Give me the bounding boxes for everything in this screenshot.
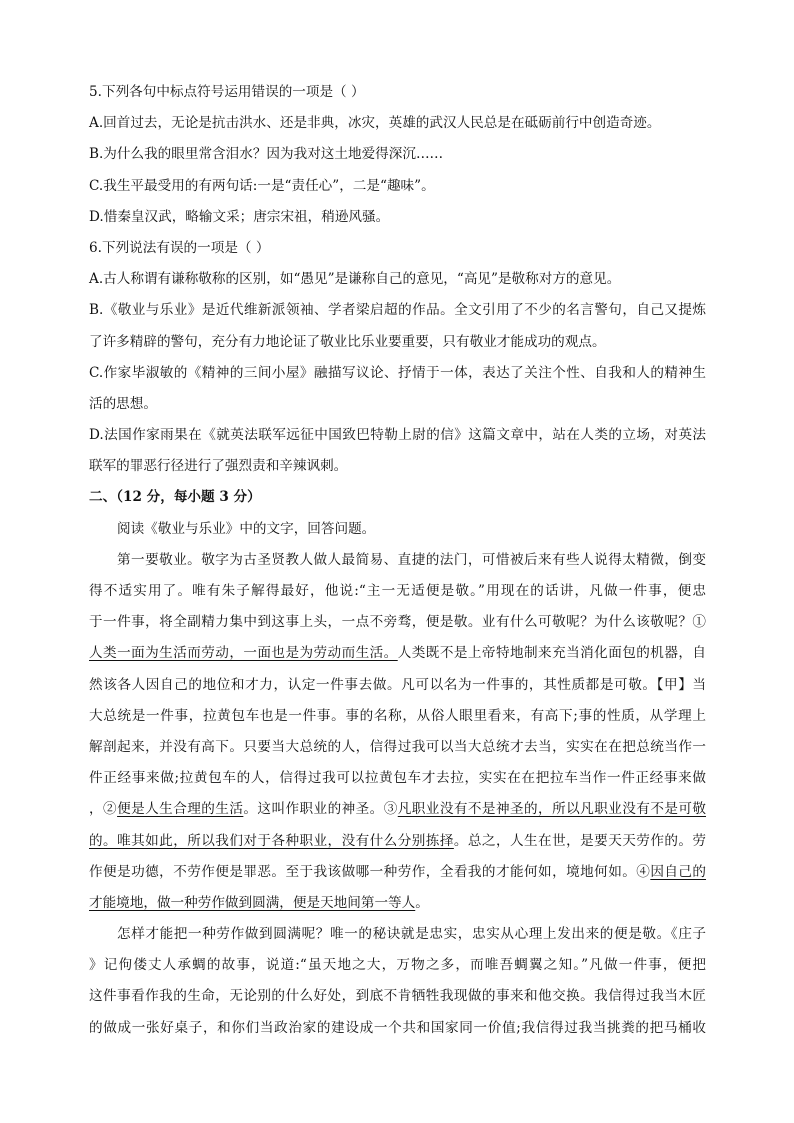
underlined-sentence-4-cont: 才能境地，做一种劳作做到圆满，便是天地间第一等人	[89, 894, 416, 911]
para1-line: ，②便是人生合理的生活。这叫作职业的神圣。③凡职业没有不是神圣的，所以凡职业没有不是可敬	[89, 801, 707, 818]
q6-option-b-line1: B.《敬业与乐业》是近代维新派领袖、学者梁启超的作品。全文引用了不少的名言警句，自己又提炼	[89, 302, 706, 319]
q5-option-b: B.为什么我的眼里常含泪水？因为我对这土地爱得深沉……	[89, 146, 444, 163]
underlined-sentence-1: 人类一面为生活而劳动，一面也是为劳动而生活。	[89, 645, 398, 662]
q6-stem: 6.下列说法有误的一项是（ ）	[89, 239, 270, 256]
q6-option-d-line1: D.法国作家雨果在《就英法联军远征中国致巴特勒上尉的信》这篇文章中，站在人类的立场，对英法	[89, 427, 706, 444]
para1-line: 解剖起来，并没有高下。只要当大总统的人，信得过我可以当大总统才去当，实实在在把总统当作一	[89, 738, 706, 755]
para1-line: 作便是功德，不劳作便是罪恶。至于我该做哪一种劳作，全看我的才能何如，境地何如。④因自己的	[89, 863, 707, 880]
q5-option-d: D.惜秦皇汉武，略输文采；唐宗宋祖，稍逊风骚。	[89, 208, 390, 225]
section-intro: 阅读《敬业与乐业》中的文字，回答问题。	[117, 520, 376, 537]
para2-line: 》记佝偻丈人承蜩的故事，说道:“虽天地之大，万物之多，而唯吾蜩翼之知。”凡做一件事，便把	[89, 957, 706, 974]
para1-line: 第一要敬业。敬字为古圣贤教人做人最简易、直捷的法门，可惜被后来有些人说得太精微，倒变	[117, 551, 706, 568]
para1-line: 大总统是一件事，拉黄包车也是一件事。事的名称，从俗人眼里看来，有高下;事的性质，从学理上	[89, 707, 706, 724]
q6-option-a: A.古人称谓有谦称敬称的区别，如“愚见”是谦称自己的意见，“高见”是敬称对方的意见。	[89, 271, 621, 288]
underlined-sentence-2: 便是人生合理的生活	[117, 801, 244, 818]
para1-line: 于一件事，将全副精力集中到这事上头，一点不旁骛，便是敬。业有什么可敬呢？为什么该敬呢？①	[89, 614, 706, 631]
para1-line: 然该各人因自己的地位和才力，认定一件事去做。凡可以名为一件事的，其性质都是可敬。【甲】当	[89, 676, 706, 693]
underlined-sentence-3: 凡职业没有不是神圣的，所以凡职业没有不是可敬	[397, 801, 707, 818]
para1-line: 得不适实用了。唯有朱子解得最好，他说:“主一无适便是敬。”用现在的话讲，凡做一件事，便忠	[89, 583, 706, 599]
para1-line: 件正经事来做;拉黄包车的人，信得过我可以拉黄包车才去拉，实实在在把拉车当作一件正经事来做	[89, 770, 706, 787]
para2-line: 这件事看作我的生命，无论别的什么好处，到底不肯牺牲我现做的事来和他交换。我信得过我当木匠	[89, 988, 706, 1005]
q6-option-d-line2: 联军的罪恶行径进行了强烈责和辛辣讽刺。	[89, 458, 348, 475]
q5-stem: 5.下列各句中标点符号运用错误的一项是（ ）	[89, 84, 365, 100]
q6-option-c-line1: C.作家毕淑敏的《精神的三间小屋》融描写议论、抒情于一体，表达了关注个性、自我和人的精神生	[89, 364, 706, 381]
exam-page	[89, 77, 706, 1044]
para1-line: 的。唯其如此，所以我们对于各种职业，没有什么分别拣择。总之，人生在世，是要天天劳作的。劳	[89, 832, 707, 849]
para2-line: 的做成一张好桌子，和你们当政治家的建设成一个共和国家同一价值;我信得过我当挑粪的把马桶收	[89, 1019, 706, 1036]
q5-option-a: A.回首过去，无论是抗击洪水、还是非典，冰灾，英雄的武汉人民总是在砥砺前行中创造奇迹。	[89, 115, 661, 132]
q6-option-c-line2: 活的思想。	[89, 395, 157, 412]
para1-line: 才能境地，做一种劳作做到圆满，便是天地间第一等人。	[89, 894, 429, 911]
underlined-sentence-3-cont: 的。唯其如此，所以我们对于各种职业，没有什么分别拣择	[89, 832, 454, 849]
q5-option-c: C.我生平最受用的有两句话:一是“责任心”，二是“趣味”。	[89, 177, 435, 194]
para2-line: 怎样才能把一种劳作做到圆满呢？唯一的秘诀就是忠实，忠实从心理上发出来的便是敬。《庄子	[117, 926, 706, 943]
q6-option-b-line2: 了许多精辟的警句，充分有力地论证了敬业比乐业要重要，只有敬业才能成功的观点。	[89, 333, 606, 350]
para1-line: 人类一面为生活而劳动，一面也是为劳动而生活。人类既不是上帝特地制来充当消化面包的机器，自	[89, 645, 706, 662]
underlined-sentence-4: 因自己的	[650, 863, 707, 880]
section-heading: 二、（12 分，每小题 3 分）	[89, 489, 261, 506]
